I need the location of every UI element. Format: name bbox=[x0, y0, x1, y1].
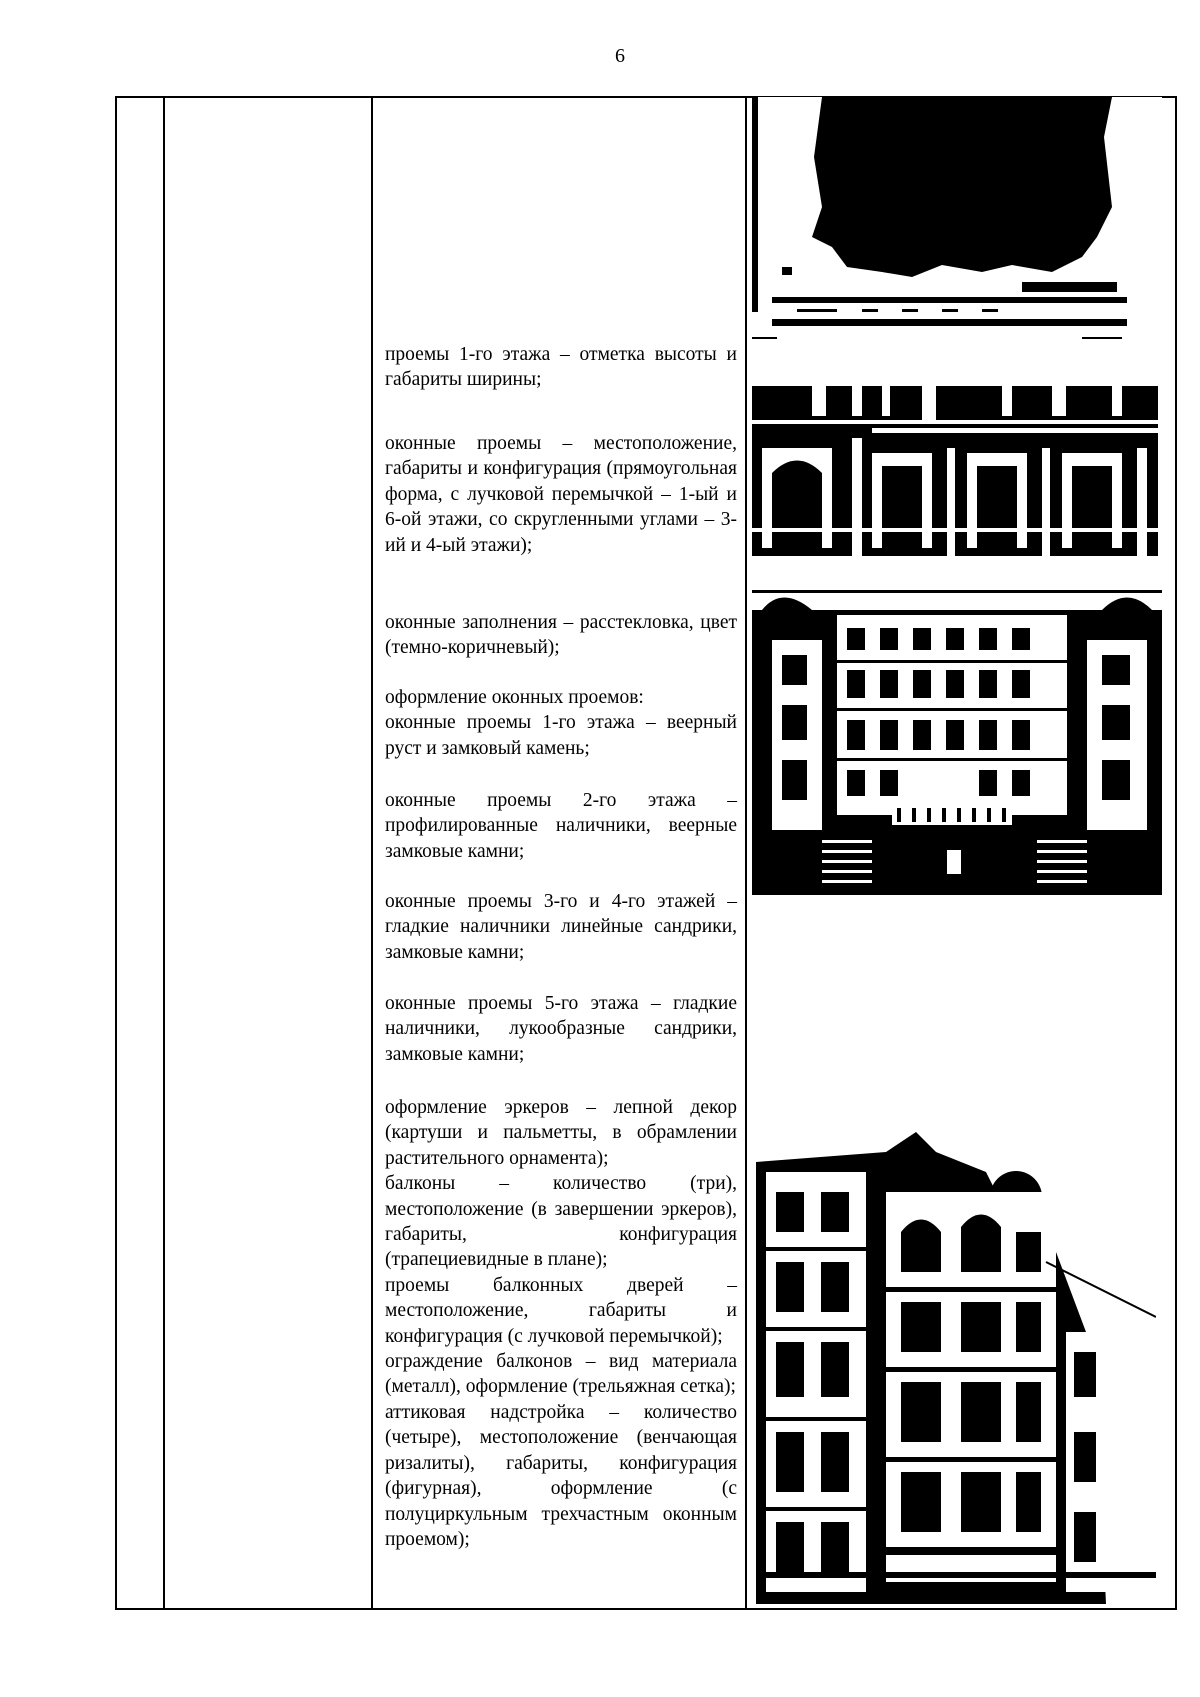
table-column-divider-2 bbox=[371, 96, 373, 1610]
text-block-oriels-balconies-attics bbox=[385, 1095, 737, 1552]
paragraph: балконы – количество (три), местоположение (в завершении эркеров), габариты, конфигурация (трапециевидные в плане); bbox=[385, 1173, 737, 1271]
text-block-window-fillings bbox=[385, 610, 737, 661]
paragraph: проемы 1-го этажа – отметка высоты и габариты ширины; bbox=[385, 344, 737, 391]
text-block-third-fourth-floor bbox=[385, 889, 737, 965]
page-number: 6 bbox=[615, 45, 625, 67]
text-block-window-decoration bbox=[385, 685, 737, 761]
paragraph: оформление эркеров – лепной декор (картуши и пальметты, в обрамлении растительного орнамента); bbox=[385, 1097, 737, 1169]
paragraph: оконные проемы 1-го этажа – веерный руст и замковый камень; bbox=[385, 712, 737, 759]
text-block-fifth-floor bbox=[385, 991, 737, 1067]
photo-ground-floor-facade bbox=[752, 378, 1158, 556]
text-block-window-openings bbox=[385, 431, 737, 558]
photo-fragment-dark-mass bbox=[752, 97, 1162, 347]
table-column-divider-3 bbox=[745, 96, 747, 1610]
paragraph: оконные заполнения – расстекловка, цвет (темно-коричневый); bbox=[385, 612, 737, 659]
paragraph: оконные проемы 5-го этажа – гладкие наличники, лукообразные сандрики, замковые камни; bbox=[385, 993, 737, 1065]
paragraph: ограждение балконов – вид материала (металл), оформление (трельяжная сетка); bbox=[385, 1351, 737, 1398]
paragraph: аттиковая надстройка – количество (четыре), местоположение (венчающая ризалиты), габариты, конфигурация (фигурная), оформление (с полуциркульным трехчастным оконным проемом); bbox=[385, 1401, 737, 1550]
paragraph: проемы балконных дверей – местоположение, габариты и конфигурация (с лучковой перемычкой); bbox=[385, 1274, 737, 1347]
paragraph: оконные проемы 3-го и 4-го этажей – гладкие наличники линейные сандрики, замковые камни; bbox=[385, 891, 737, 963]
photo-building-corner-oriels bbox=[756, 1132, 1156, 1604]
photo-building-facade-full bbox=[752, 580, 1162, 902]
text-block-ground-floor-openings bbox=[385, 342, 737, 393]
paragraph: оформление оконных проемов: bbox=[385, 687, 644, 708]
table-column-divider-1 bbox=[163, 96, 165, 1610]
paragraph: оконные проемы – местоположение, габариты и конфигурация (прямоугольная форма, с лучковой перемычкой – 1-ый и 6-ой этажи, со скругленными углами – 3-ий и 4-ый этажи); bbox=[385, 433, 737, 556]
text-block-second-floor bbox=[385, 788, 737, 864]
paragraph: оконные проемы 2-го этажа – профилированные наличники, веерные замковые камни; bbox=[385, 790, 737, 862]
